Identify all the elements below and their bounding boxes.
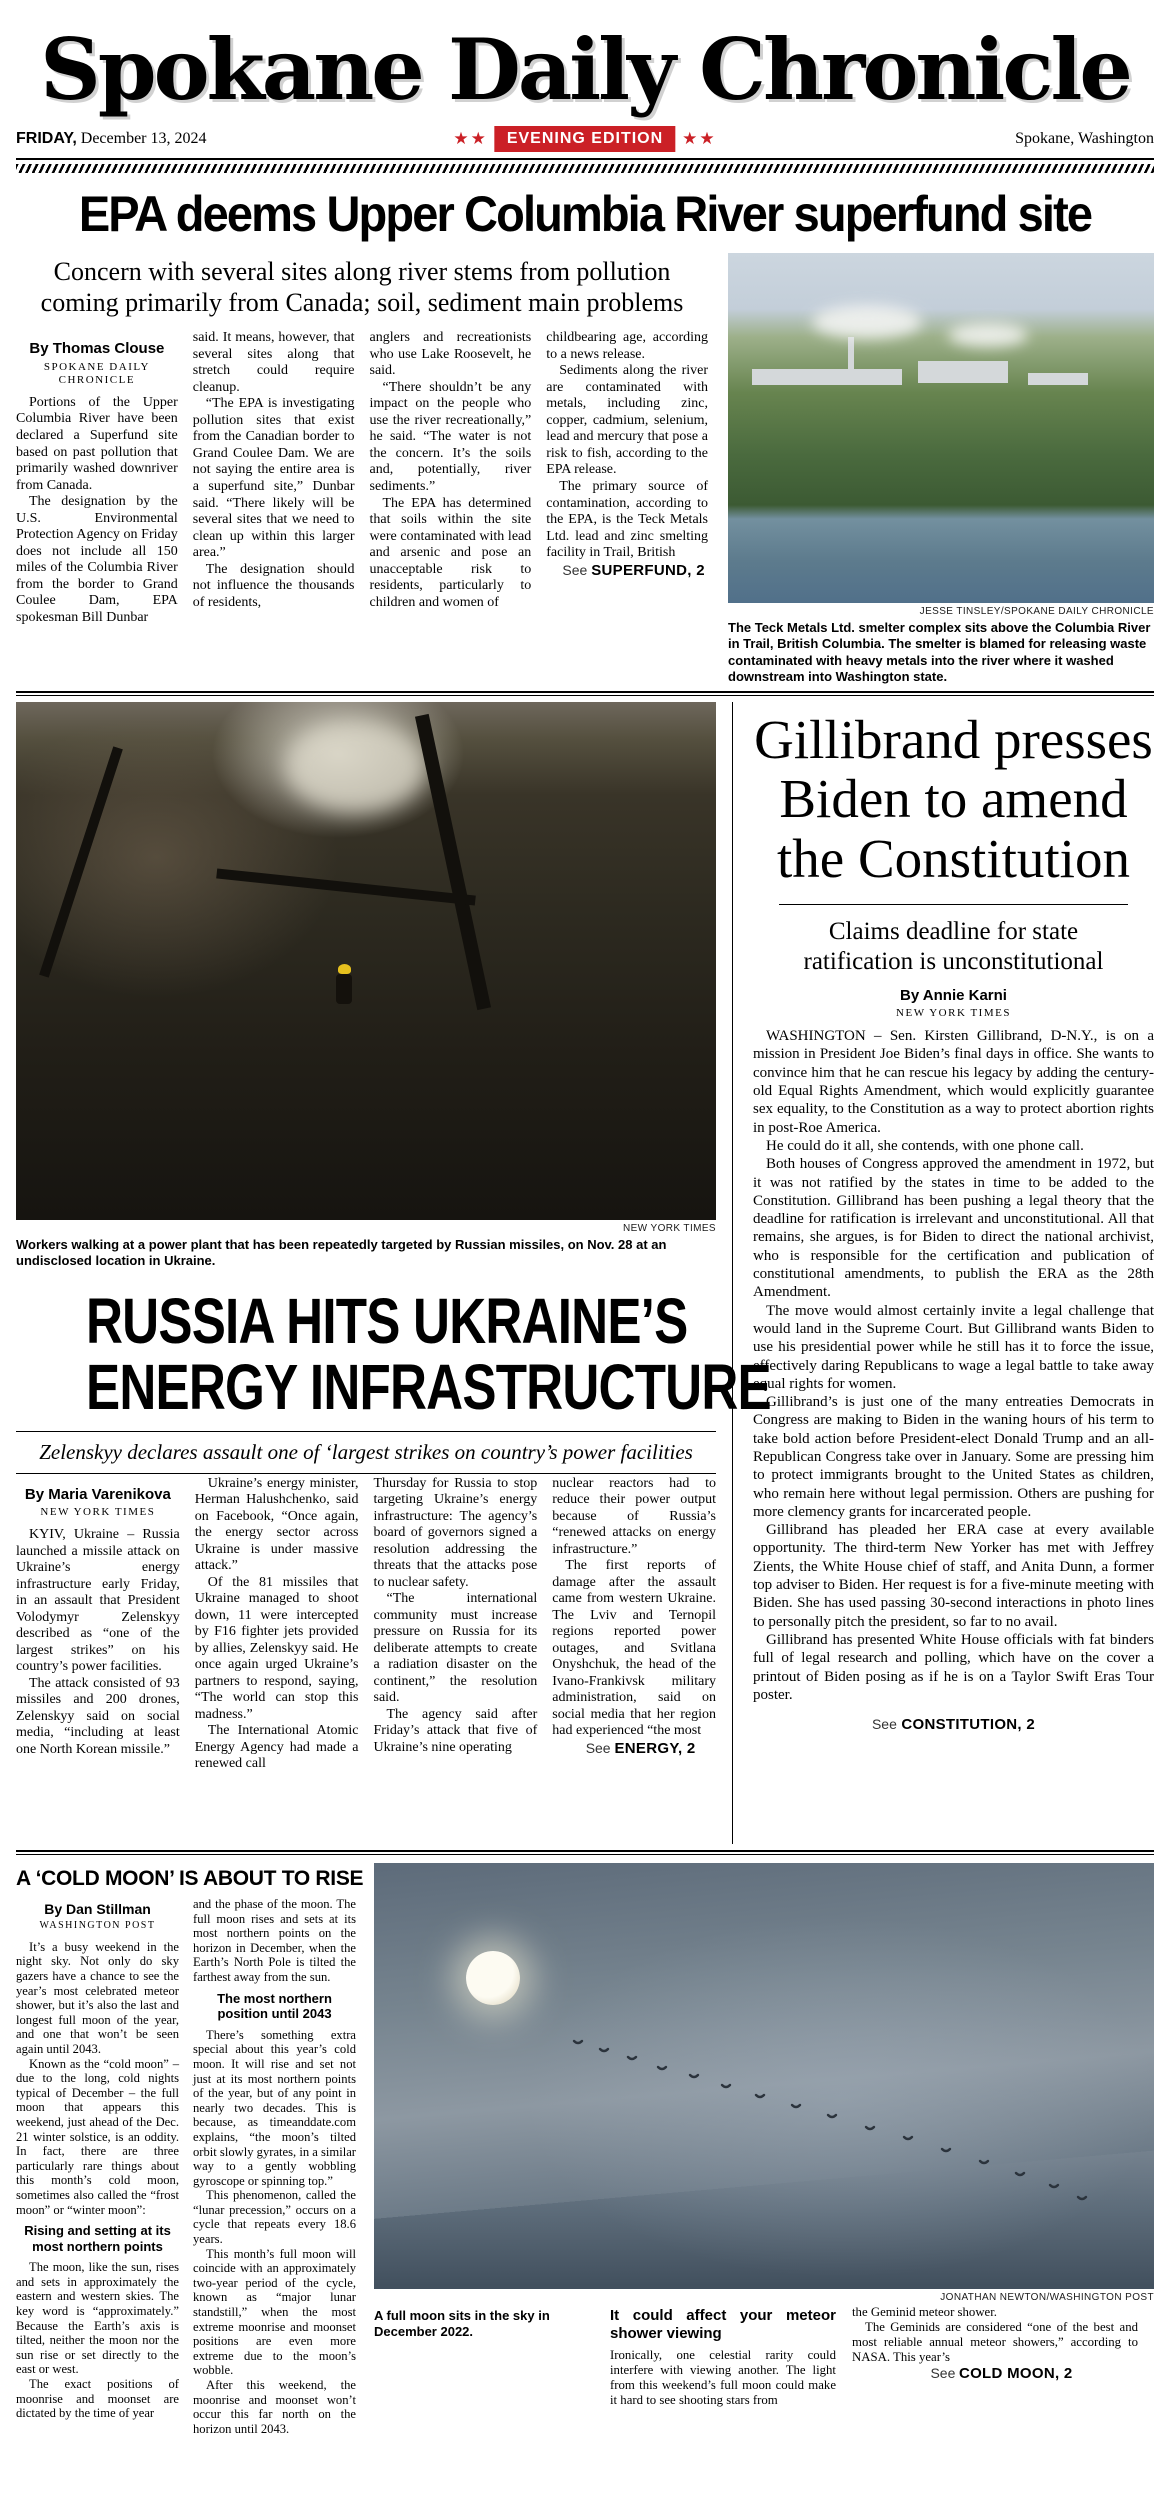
paragraph: The EPA has determined that soils within the site were contaminated with lead and arsenic and pose an unacceptable risk to residents, particularly to children and women of	[369, 495, 532, 610]
author-org: WASHINGTON POST	[39, 1920, 156, 1932]
paragraph: WASHINGTON – Sen. Kirsten Gillibrand, D-N.Y., is on a mission in President Joe Biden’s final days in office. She wants to convince him that he can rescue his legacy by adding the century-old Equal Rights Amendment, which would explicitly guarantee sex equality, to the Constitution as a way to protect abortion rights in post-Roe America.	[753, 1028, 1154, 1136]
paragraph: The moon, like the sun, rises and sets in approximately the eastern and western skies. The key word is “approximately.” Because the Earth’s axis is tilted, neither the moon nor the sun rise or set directly to the east or west.	[16, 2260, 179, 2377]
paragraph: The agency said after Friday’s attack that five of Ukraine’s nine operating	[373, 1706, 538, 1755]
paragraph: anglers and recreationists who use Lake Roosevelt, he said.	[369, 330, 532, 379]
article-column	[852, 2305, 1138, 2408]
section-divider	[16, 1850, 1154, 1855]
smelter-building	[1028, 373, 1088, 385]
paragraph: This phenomenon, called the “lunar precession,” occurs on a cycle that repeats every 18.6 years.	[193, 2188, 356, 2247]
article-column	[16, 1897, 179, 2436]
sky-glow	[286, 722, 426, 812]
column-text	[193, 1897, 356, 1985]
date-label	[16, 130, 207, 148]
coldmoon-story	[16, 1863, 1154, 2475]
worker-helmet	[338, 964, 351, 974]
energy-story	[16, 702, 771, 1844]
coldmoon-headline: A ‘COLD MOON’ IS ABOUT TO RISE	[16, 1867, 364, 1890]
paragraph: “There shouldn’t be any impact on the people who use the river recreationally,” he said. “The water is not the concern. It’s the soils and, potentially, river sediments.”	[369, 379, 532, 494]
jump-line-energy[interactable]: See ENERGY, 2	[585, 1739, 696, 1757]
paragraph: The primary source of contamination, according to the EPA, is the Teck Metals Ltd. lead and zinc smelting facility in Trail, British	[546, 478, 708, 561]
author-org: NEW YORK TIMES	[40, 1506, 156, 1519]
jump-line-constitution[interactable]: See CONSTITUTION, 2	[871, 1716, 1036, 1734]
byline	[16, 1486, 180, 1520]
superfund-headline: EPA deems Upper Columbia River superfund site	[78, 186, 1092, 242]
edition-banner	[453, 126, 716, 152]
beam	[39, 746, 123, 977]
author-org: NEW YORK TIMES	[896, 1007, 1011, 1020]
paragraph: Gillibrand has pleaded her ERA case at every available opportunity. The third-term New Yorker has met with Jeffrey Zients, the White House chief of staff, and Anita Dunn, a former top adviser to Biden. Her request is for a five-minute meeting with Biden. She has used passing 30-second interactions in photo lines to personally pitch the president, so far to no avail.	[753, 1522, 1154, 1630]
jump-line-coldmoon[interactable]: See COLD MOON, 2	[930, 2365, 1073, 2383]
byline	[16, 1901, 179, 1932]
column-text	[16, 395, 178, 626]
paragraph: Gillibrand’s is just one of the many entreaties Democrats in Congress are making to Biden in the waning hours of his term to take bold action before President-elect Donald Trump and an all-Republican Congress take over in January. Some are pressing him to protect immigrants brought to the United States as children, who remain here without legal permission. Others are pushing for more clemency grants for incarcerated people.	[753, 1394, 1154, 1520]
newspaper-title: Spokane Daily Chronicle	[40, 20, 1130, 119]
byline	[753, 987, 1154, 1019]
constitution-headline: Gillibrand presses Biden to amend the Constitution	[754, 709, 1153, 889]
paragraph: The attack consisted of 93 missiles and 200 drones, Zelenskyy said on social media, “including at least one North Korean missile.”	[16, 1675, 180, 1757]
paragraph: The first reports of damage after the assault came from western Ukraine. The Lviv and Ternopil regions reported power outages, and Svitlana Onyshchuk, the head of the Ivano-Frankivsk military administration, said on social media that her region had experienced “the most	[552, 1558, 716, 1739]
paragraph: Ironically, one celestial rarity could interfere with viewing another. The light from this weekend’s full moon could make it hard to see shooting stars from	[610, 2348, 836, 2408]
masthead	[16, 0, 1154, 173]
paragraph: The designation by the U.S. Environmental Protection Agency on Friday does not include all 150 miles of the Columbia River from the border to Grand Coulee Dam, EPA spokesman Bill Dunbar	[16, 494, 178, 625]
column-text	[16, 1940, 179, 2217]
article-column	[193, 1897, 356, 2436]
paragraph: Portions of the Upper Columbia River have been declared a Superfund site based on past pollution that primarily washed downriver from Canada.	[16, 394, 178, 493]
byline	[16, 340, 178, 387]
energy-headline: RUSSIA HITS UKRAINE’S ENERGY INFRASTRUCTURE	[86, 1284, 771, 1424]
paragraph: Of the 81 missiles that Ukraine managed to shoot down, 11 were intercepted by F16 fighter jets provided by allies, Zelenskyy said. He once again urged Ukraine’s partners to respond, saying, “The world can stop this madness.”	[194, 1574, 359, 1722]
paragraph: The Geminids are considered “one of the best and most reliable annual meteor showers,” according to NASA. This year’s	[852, 2320, 1138, 2365]
column-text	[552, 1476, 716, 1740]
paragraph: “The international community must increase pressure on Russia for its deliberate attempts to create a radiation disaster on the continent,” the resolution said.	[373, 1591, 538, 1706]
full-moon	[466, 1951, 520, 2005]
paragraph: The exact positions of moonrise and moonset are dictated by the time of year	[16, 2377, 179, 2421]
birds-flock	[554, 2023, 1114, 2243]
paragraph: The move would almost certainly invite a legal challenge that would land in the Supreme Court. But Gillibrand wants Biden to use his presidential power while he still has it to force the issue, effectively daring Republicans to wage a legal battle to take away equal rights for women.	[753, 1302, 1154, 1392]
paragraph: Gillibrand has presented White House officials with fat binders full of legal research and polling, which have on the cover a printout of Biden posing as if he is on a Taylor Swift Eras Tour poster.	[753, 1631, 1154, 1703]
paragraph: KYIV, Ukraine – Russia launched a missile attack on Ukraine’s energy infrastructure early Friday, in an assault that President Volodymyr Zelenskyy described as “one of the largest strikes” on his country’s power facilities.	[16, 1527, 180, 1675]
paragraph: and the phase of the moon. The full moon rises and sets at its most northern points on the horizon in December, when the Earth’s North Pole is tilted the farthest away from the sun.	[193, 1897, 356, 1984]
paragraph: It’s a busy weekend in the night sky. Not only do sky gazers have a chance to see the year’s most celebrated meteor shower, but it’s also the last and longest full moon of the year, and one that won’t be seen again until 2043.	[16, 1939, 179, 2056]
superfund-photo	[728, 253, 1154, 603]
article-column	[16, 1476, 180, 1773]
middle-section	[16, 702, 1154, 1844]
inner-subhead: The most northern position until 2043	[217, 1990, 332, 2022]
paragraph: the Geminid meteor shower.	[852, 2305, 997, 2319]
paragraph: The International Atomic Energy Agency had made a renewed call	[194, 1723, 359, 1772]
paragraph: childbearing age, according to a news release.	[546, 330, 708, 362]
smelter-building	[918, 361, 1008, 383]
divider-hatch	[16, 164, 1154, 173]
dateline	[16, 126, 1154, 160]
paragraph: Both houses of Congress approved the amendment in 1972, but it was not ratified by the states in time to be added to the Constitution. Gillibrand has been pushing a legal theory that the deadline for ratification is irrelevant and unconstitutional. All that remains, she argues, is for Biden to direct the national archivist, who is responsible for the certification and publication of constitutional amendments, to publish the ERA as the 28th Amendment.	[753, 1156, 1154, 1301]
column-text	[852, 2305, 1138, 2365]
author-name: By Dan Stillman	[44, 1901, 151, 1917]
photo-credit: JESSE TINSLEY/SPOKANE DAILY CHRONICLE	[919, 606, 1154, 617]
weekday-label: FRIDAY,	[16, 130, 77, 147]
beam	[216, 868, 476, 905]
photo-caption: Workers walking at a power plant that has been repeatedly targeted by Russian missiles, on Nov. 28 at an undisclosed location in Ukraine.	[16, 1237, 667, 1269]
column-text	[16, 2260, 179, 2421]
full-date: December 13, 2024	[80, 130, 207, 147]
smoke-plume	[812, 305, 922, 339]
column-text	[546, 330, 708, 561]
article-body	[753, 1027, 1154, 1704]
paragraph: “The EPA is investigating pollution sites that exist from the Canadian border to Grand Coulee Dam. We are not saying the entire area is a superfund site,” Dunbar said. “There likely will be several sites that we need to clean up within this larger area.”	[192, 396, 355, 561]
article-column	[370, 330, 532, 626]
article-column	[546, 330, 708, 626]
edition-label: EVENING EDITION	[495, 126, 675, 152]
paragraph: This month’s full moon will coincide with an approximately two-year period of the cycle, known as “major lunar standstill,” when the most extreme moonrise and moonset positions are even more extreme due to the moon’s wobble.	[193, 2246, 356, 2378]
paragraph: He could do it all, she contends, with one phone call.	[766, 1137, 1084, 1154]
jump-line-superfund[interactable]: See SUPERFUND, 2	[562, 561, 705, 579]
location-label: Spokane, Washington	[1015, 130, 1154, 147]
energy-subhead-wrap	[16, 1431, 716, 1474]
author-name: By Maria Varenikova	[24, 1485, 171, 1503]
inner-subhead: Rising and setting at its most northern points	[24, 2223, 171, 2254]
article-column	[193, 330, 355, 626]
author-name: By Annie Karni	[900, 987, 1007, 1005]
article-column	[195, 1476, 359, 1773]
constitution-subhead-wrap	[779, 904, 1128, 977]
paragraph: Ukraine’s energy minister, Herman Halushchenko, said on Facebook, “Once again, the energy sector across Ukraine is under massive attack.”	[194, 1475, 359, 1574]
author-org: SPOKANE DAILY CHRONICLE	[43, 361, 150, 386]
star-icon: ★★	[453, 129, 488, 148]
column-text	[16, 1527, 180, 1758]
article-column	[16, 330, 178, 626]
article-column	[610, 2305, 836, 2408]
section-divider	[16, 691, 1154, 696]
paragraph: After this weekend, the moonrise and moonset won’t occur this far north on the horizon until 2043.	[193, 2378, 356, 2436]
paragraph: said. It means, however, that several sites along that stretch could require cleanup.	[192, 330, 355, 395]
photo-caption: A full moon sits in the sky in December 2022.	[374, 2308, 550, 2340]
superfund-story	[16, 185, 1154, 685]
energy-photo	[16, 702, 716, 1220]
paragraph: The designation should not influence the thousands of residents,	[192, 561, 355, 610]
paragraph: Thursday for Russia to stop targeting Ukraine’s energy infrastructure: The agency’s board of governors signed a resolution addressing the threats that the attacks pose to nuclear safety.	[373, 1475, 538, 1590]
paragraph: There’s something extra special about this year’s cold moon. It will rise and set not just at its most northern points of the year, but of any point in nearly two decades. This is because, as timeanddate.com explains, “the moon’s tilted orbit slowly gyrates, in a similar way to a gently wobbling gyroscope or spinning top.”	[193, 2027, 356, 2188]
article-column	[374, 1476, 538, 1773]
constitution-story	[732, 702, 1154, 1844]
photo-credit: NEW YORK TIMES	[622, 1223, 716, 1234]
photo-credit: JONATHAN NEWTON/WASHINGTON POST	[940, 2292, 1154, 2303]
inner-subhead: It could affect your meteor shower viewing	[610, 2307, 836, 2342]
energy-subhead: Zelenskyy declares assault one of ‘largest strikes on country’s power facilities	[39, 1439, 693, 1464]
article-column	[552, 1476, 716, 1773]
superfund-subhead: Concern with several sites along river stems from pollution coming primarily from Canada; soil, sediment main problems	[40, 257, 684, 317]
photo-caption: The Teck Metals Ltd. smelter complex sits above the Columbia River in Trail, British Columbia. The smelter is blamed for releasing waste contaminated with heavy metals into the river where it washed downstream into Washington state.	[728, 620, 1151, 684]
paragraph: Sediments along the river are contaminated with metals, including zinc, copper, cadmium, selenium, lead and mercury that pose a risk to fish, according to the EPA release.	[546, 363, 708, 478]
beam	[415, 714, 491, 1010]
coldmoon-photo	[374, 1863, 1154, 2289]
column-text	[193, 2028, 356, 2437]
smokestack	[848, 337, 854, 371]
smoke-plume	[948, 323, 1028, 347]
paragraph: Known as the “cold moon” – due to the long, cold nights typical of December – the full moon that appears this weekend, just ahead of the Dec. 21 winter solstice, is an oddity. In fact, there are three particularly rare things about this month’s cold moon, sometimes also called the “frost moon” or “winter moon”:	[16, 2056, 179, 2217]
smelter-building	[752, 369, 902, 385]
star-icon: ★★	[682, 129, 717, 148]
column-text	[610, 2348, 836, 2408]
worker-figure	[336, 974, 352, 1004]
author-name: By Thomas Clouse	[29, 340, 165, 358]
constitution-subhead: Claims deadline for state ratification is unconstitutional	[803, 918, 1104, 976]
paragraph: nuclear reactors had to reduce their power output because of Russia’s “renewed attacks on energy infrastructure.”	[552, 1475, 716, 1557]
